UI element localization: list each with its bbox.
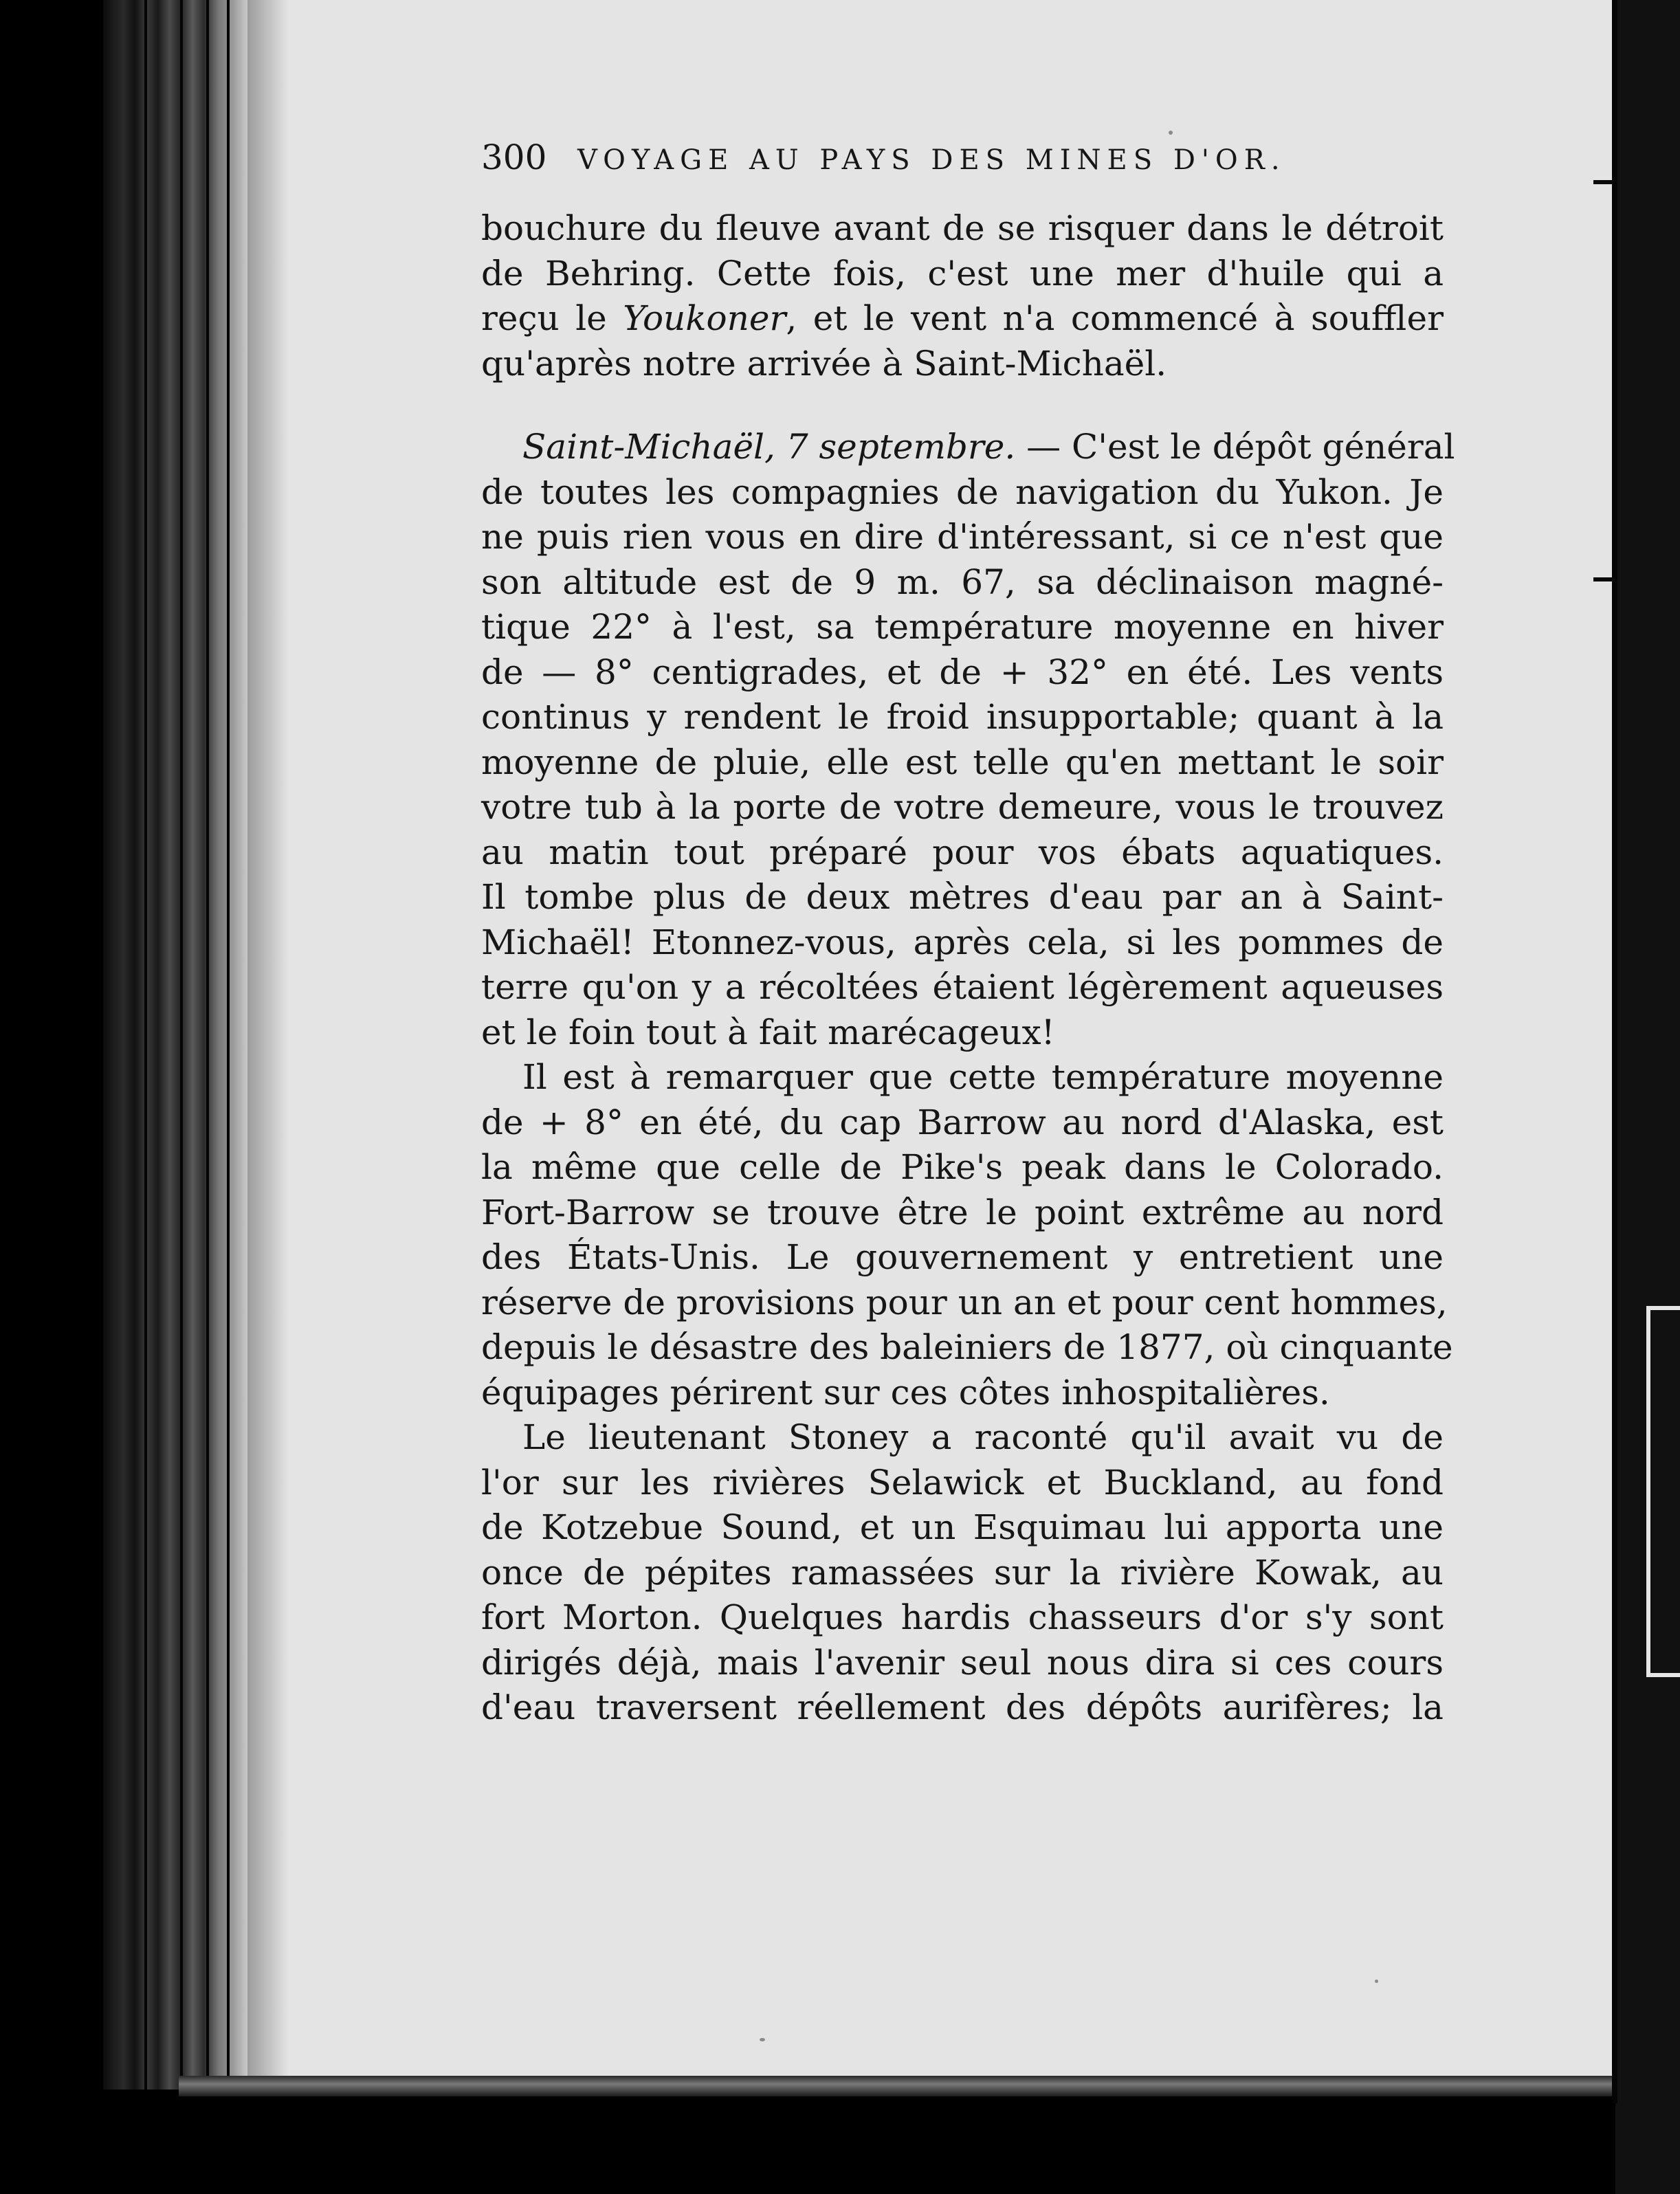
text-line: continus y rendent le froid insupportable; quant à la (481, 697, 1444, 737)
text-line: Saint-Michaël, 7 septembre. — C'est le dépôt général (522, 427, 1455, 467)
text-line: de + 8° en été, du cap Barrow au nord d'Alaska, est (481, 1102, 1444, 1142)
speck (1169, 131, 1173, 135)
ship-name: Youkoner (623, 298, 786, 338)
text-line: reçu le Youkoner, et le vent n'a commencé à souffler (481, 298, 1444, 338)
text-line: d'eau traversent réellement des dépôts aurifères; la (481, 1687, 1444, 1727)
running-head (481, 137, 1444, 186)
text-line: son altitude est de 9 m. 67, sa déclinaison magné- (481, 562, 1444, 602)
paragraph (481, 425, 1455, 1055)
text-line: Le lieutenant Stoney a raconté qu'il avait vu de (522, 1417, 1444, 1457)
text-line: dirigés déjà, mais l'avenir seul nous dira si ces cours (481, 1642, 1444, 1683)
page-text-block (481, 137, 1455, 1731)
page-edge-line (180, 0, 183, 2090)
paragraph (481, 1055, 1453, 1415)
text-line: de Kotzebue Sound, et un Esquimau lui apporta une (481, 1507, 1444, 1547)
page-edge-line (227, 0, 230, 2090)
text-line: bouchure du fleuve avant de se risquer dans le détroit (481, 208, 1444, 248)
text-line: des États-Unis. Le gouvernement y entretient une (481, 1237, 1444, 1277)
text-line: la même que celle de Pike's peak dans le Colorado. (481, 1147, 1444, 1187)
text-line: votre tub à la porte de votre demeure, vous le trouvez (481, 787, 1444, 827)
text-line: équipages périrent sur ces côtes inhospitalières. (481, 1372, 1330, 1412)
text-line: Fort-Barrow se trouve être le point extrême au nord (481, 1192, 1444, 1232)
page-number: 300 (481, 137, 547, 177)
right-dark-margin (1615, 0, 1680, 2194)
right-frame-edge (1646, 1306, 1680, 1677)
text-line: Il est à remarquer que cette température moyenne (522, 1057, 1444, 1097)
margin-tick-mark (1593, 577, 1614, 581)
paragraph (481, 206, 1444, 386)
page-edge-line (206, 0, 209, 2090)
text-line: terre qu'on y a récoltées étaient légèrement aqueuses (481, 967, 1444, 1007)
text-line: ne puis rien vous en dire d'intéressant, si ce n'est que (481, 517, 1444, 557)
running-title: VOYAGE AU PAYS DES MINES D'OR. (577, 144, 1286, 176)
text-line: depuis le désastre des baleiniers de 1877, où cinquante (481, 1327, 1453, 1367)
dateline: Saint-Michaël, 7 septembre. (522, 427, 1016, 467)
paragraph (481, 1415, 1444, 1731)
book-binding-edge (103, 0, 247, 2090)
page-gutter-shadow (247, 0, 289, 2090)
right-page-rule (1612, 0, 1617, 2103)
text-line: réserve de provisions pour un an et pour cent hommes, (481, 1282, 1448, 1322)
margin-tick-mark (1593, 180, 1614, 184)
text-line: tique 22° à l'est, sa température moyenne en hiver (481, 607, 1444, 647)
text-line: et le foin tout à fait marécageux! (481, 1012, 1055, 1052)
page-edge-line (144, 0, 147, 2090)
text-line: l'or sur les rivières Selawick et Buckland, au fond (481, 1462, 1444, 1503)
text-line: de — 8° centigrades, et de + 32° en été. Les vents (481, 652, 1444, 692)
text-line: de Behring. Cette fois, c'est une mer d'huile qui a (481, 253, 1444, 293)
text-line: moyenne de pluie, elle est telle qu'en mettant le soir (481, 742, 1444, 782)
speck (760, 2038, 765, 2041)
text-line: Michaël! Etonnez-vous, après cela, si les pommes de (481, 922, 1444, 962)
text-line: de toutes les compagnies de navigation du Yukon. Je (481, 472, 1444, 512)
speck (1375, 1980, 1378, 1983)
text-line: au matin tout préparé pour vos ébats aquatiques. (481, 832, 1444, 872)
text-line: fort Morton. Quelques hardis chasseurs d'or s'y sont (481, 1597, 1444, 1637)
text-line: qu'après notre arrivée à Saint-Michaël. (481, 343, 1167, 384)
text-line: once de pépites ramassées sur la rivière Kowak, au (481, 1552, 1444, 1593)
page-bottom-edge (179, 2076, 1629, 2096)
text-line: Il tombe plus de deux mètres d'eau par an à Saint- (481, 877, 1444, 917)
